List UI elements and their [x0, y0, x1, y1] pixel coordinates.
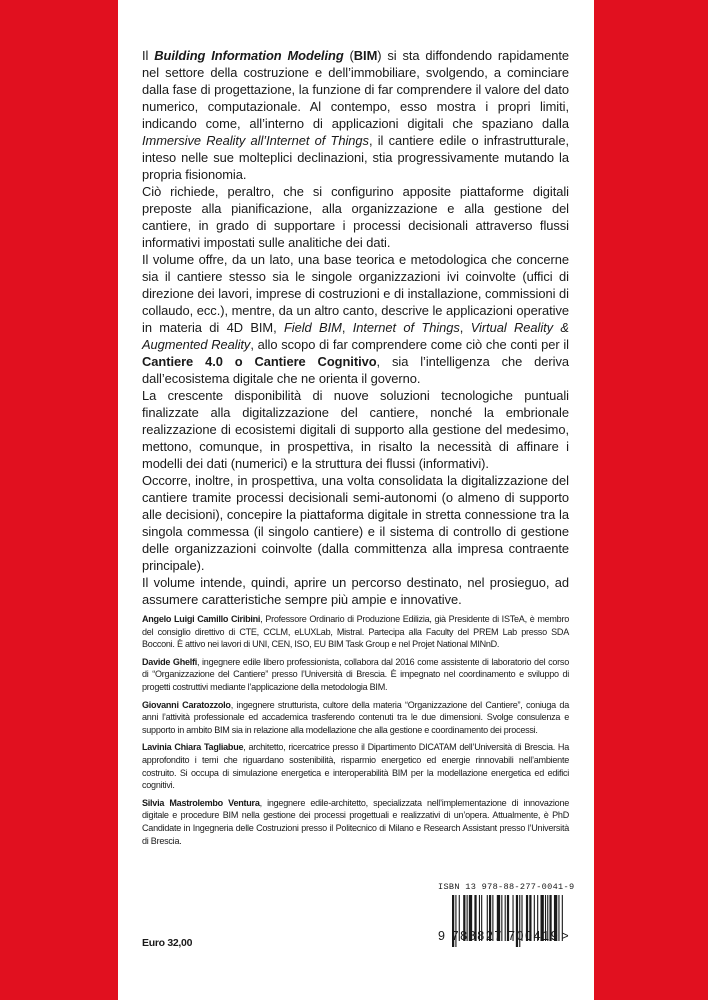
author-name: Angelo Luigi Camillo Ciribini: [142, 614, 261, 624]
isbn-block: [438, 882, 575, 962]
text-run: ,: [341, 320, 353, 335]
quiet-zone-mark: >: [561, 929, 569, 943]
blurb-paragraph-3: [142, 251, 569, 387]
author-name: Silvia Mastrolembo Ventura: [142, 797, 260, 808]
italic-term: Immersive Reality all’Internet of Things: [142, 133, 369, 148]
italic-term: Field BIM: [283, 320, 342, 335]
blurb-paragraph-2: Ciò richiede, peraltro, che si configurino apposite piattaforme digitali preposte alla pianificazione, alla organizzazione e alla gestione del cantiere, in grado di supportare i processi decisionali attraverso flussi informativi impostati sulle analitiche dei dati.: [142, 184, 569, 250]
italic-term: Internet of Things: [352, 320, 460, 335]
text-run: , allo scopo di far comprendere come ciò che conti per il: [250, 337, 569, 352]
author-bio-text: , ingegnere strutturista, cultore della materia “Organizzazione del Cantiere”, coniuga da anni l’attività professionale ed accademica trasferendo contenuti tra le due dimensioni. Svolge consulenza e supporto in ambito BIM sia in relazione alla modellazione che alla gestione e coordinamento dei processi.: [142, 699, 569, 735]
author-bio-text: , ingegnere edile libero professionista, collabora dal 2016 come assistente di laboratorio del corso di “Organizzazione del Cantiere” presso l’Università di Brescia. È impegnato nel coordinamento e sviluppo di progetti costruttivi mediante l’applicazione della metodologia BIM.: [142, 656, 569, 692]
text-run: (: [343, 48, 354, 63]
blurb: [142, 47, 569, 608]
text-run: Il: [142, 48, 155, 63]
text-run: , sia l’intelligenza che deriva dall’ecosistema digitale che ne orienta il governo.: [142, 354, 569, 386]
text-run: ,: [459, 320, 471, 335]
author-bio-text: , ingegnere edile-architetto, specializzata nell’implementazione di innovazione digitale e procedure BIM nella gestione dei processi progettuali e realizzativi di un’opera. Attualmente, è PhD Candidate in Ingegneria delle Costruzioni presso il Politecnico di Milano e Research Assistant presso l’Università di Brescia.: [142, 797, 570, 846]
author-name: Davide Ghelfi: [142, 656, 198, 667]
author-bio: [142, 741, 569, 791]
author-bio-text: , Professore Ordinario di Produzione Edilizia, già Presidente di ISTeA, è membro del consiglio direttivo di CTE, CCLM, eLUXLab, Mistral. Partecipa alla Faculty del PREM Lab presso SDA Bocconi. È attivo nei lavori di UNI, CEN, ISO, EU BIM Task Group e nel Projet National MINnD.: [142, 614, 570, 650]
author-bio: [142, 797, 569, 847]
blurb-paragraph-6: Il volume intende, quindi, aprire un percorso destinato, nel prosieguo, ad assumere caratteristiche sempre più ampie e innovative.: [142, 575, 569, 607]
author-bio-text: , architetto, ricercatrice presso il Dipartimento DICATAM dell’Università di Brescia. Ha approfondito i temi che riguardano sostenibilità, risparmio energetico ed energie rinnovabili nell’ambiente costruito. Si occupa di simulazione energetica e interoperabilità BIM per la modellazione energetica ed edifici cognitivi.: [142, 742, 569, 791]
blurb-paragraph-4: La crescente disponibilità di nuove soluzioni tecnologiche puntuali finalizzate alla digitalizzazione del cantiere, nonché la embrionale realizzazione di ecosistemi digitali di supporto alla gestione del medesimo, mettono, comunque, in prospettiva, in risalto la necessità di affinare i modelli dei dati (numerici) e la struttura dei flussi (informativi).: [142, 388, 569, 471]
isbn-number: ISBN 13 978-88-277-0041-9: [438, 882, 575, 892]
price-label: Euro 32,00: [142, 937, 193, 949]
blurb-paragraph-1: [142, 47, 569, 183]
text-run: , il cantiere edile o infrastrutturale, inteso nelle sue molteplici declinazioni, stia progressivamente mutando la propria fisionomia.: [142, 133, 569, 182]
author-name: Giovanni Caratozzolo: [142, 699, 231, 710]
italic-term: Virtual Reality & Augmented Reality: [142, 320, 569, 352]
author-name: Lavinia Chiara Tagliabue: [142, 742, 244, 753]
barcode-number: 9 788827 700419: [438, 929, 560, 943]
barcode-digits: [438, 929, 568, 945]
barcode-icon: [438, 895, 568, 961]
bim-acronym: BIM: [353, 48, 378, 63]
bim-term: Building Information Modeling: [154, 48, 344, 63]
blurb-paragraph-5: Occorre, inoltre, in prospettiva, una volta consolidata la digitalizzazione del cantiere tramite processi decisionali semi-autonomi (o almeno di supporto alle decisioni), concepire la piattaforma digitale in stretta connessione tra la singola commessa (il singolo cantiere) e il sistema di controllo di gestione delle organizzazioni coinvolte (dalla committenza alla impresa contraente principale).: [142, 473, 569, 573]
author-bio: [142, 613, 569, 651]
bold-term: Cantiere 4.0 o Cantiere Cognitivo: [142, 354, 377, 369]
text-run: Il volume offre, da un lato, una base teorica e metodologica che concerne sia il cantiere stesso sia le singole organizzazioni ivi coinvolte (uffici di direzione dei lavori, imprese di costruzioni e di installazione, commissioni di collaudo, ecc.), mentre, da un altro canto, descrive le applicazioni operative in materia di 4D BIM,: [142, 252, 569, 335]
text-run: ) si sta diffondendo rapidamente nel settore della costruzione e dell’immobiliare, svolgendo, a cominciare dalla fase di progettazione, la funzione di far comprendere il valore del dato numerico, computazionale. Al contempo, esso mostra i propri limiti, indicando come, all’interno di applicazioni digitali che spaziano dalla: [142, 48, 569, 131]
author-bios: [142, 613, 569, 852]
author-bio: [142, 699, 569, 737]
author-bio: [142, 656, 569, 694]
